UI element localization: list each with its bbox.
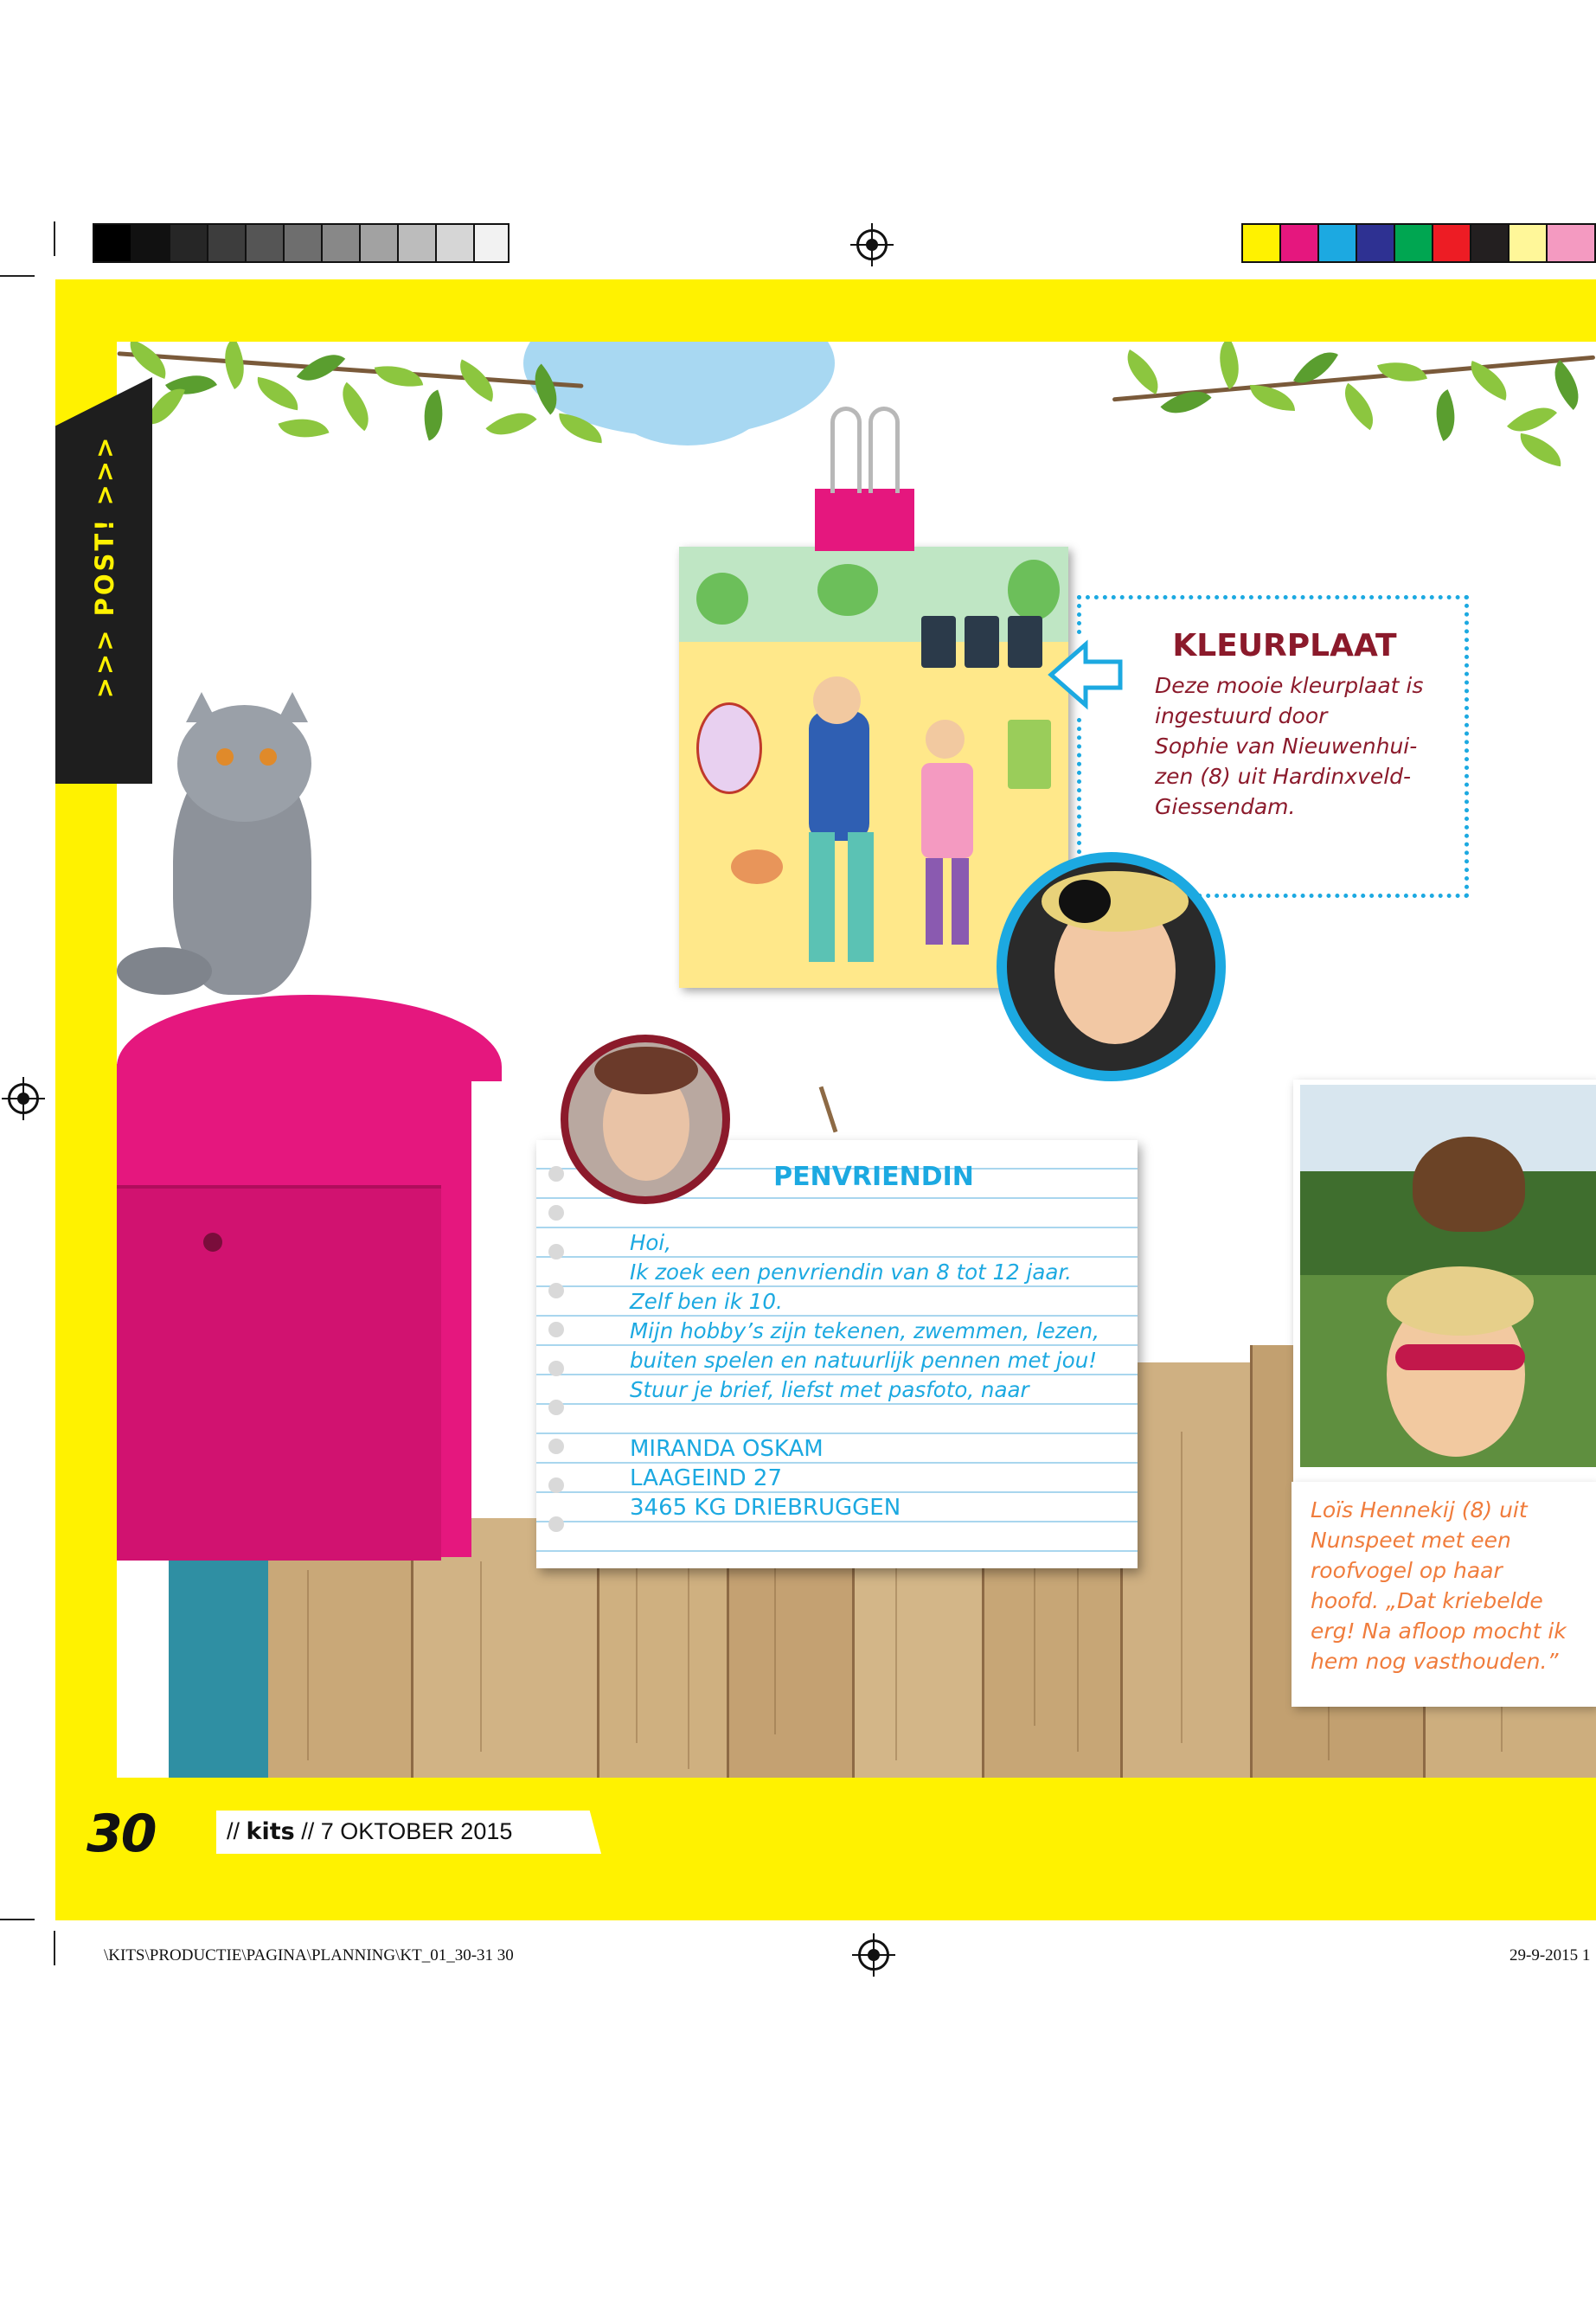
registration-mark-icon <box>8 1083 39 1114</box>
hawk-photo-frame <box>1293 1080 1596 1482</box>
miranda-avatar <box>561 1035 730 1204</box>
registration-mark-icon <box>858 1939 889 1971</box>
message-line: buiten spelen en natuurlijk pennen met jou! <box>630 1348 1098 1373</box>
caption-line: hoofd. „Dat kriebelde <box>1311 1588 1543 1613</box>
address-line: MIRANDA OSKAM <box>630 1436 824 1462</box>
message-line: Zelf ben ik 10. <box>630 1289 783 1314</box>
lock-icon <box>203 1233 222 1252</box>
message-line: Mijn hobby’s zijn tekenen, zwemmen, lezen, <box>630 1318 1099 1343</box>
footer-date: // 7 OKTOBER 2015 <box>301 1818 513 1844</box>
registration-mark-icon <box>856 229 888 260</box>
caption-line: Nunspeet met een <box>1311 1528 1511 1553</box>
page-number: 30 <box>87 1804 156 1864</box>
address-line: 3465 KG DRIEBRUGGEN <box>630 1495 901 1521</box>
caption-line: Sophie van Nieuwenhui- <box>1155 734 1418 759</box>
hawk-photo <box>1300 1085 1596 1467</box>
arrow-left-icon <box>1047 636 1125 714</box>
penvriendin-address <box>630 1434 1114 1522</box>
caption-line: Giessendam. <box>1155 794 1296 819</box>
caption-line: hem nog vasthouden.” <box>1311 1649 1559 1674</box>
dotted-frame <box>1077 595 1086 634</box>
section-side-tab-label: >>> POST! >>> <box>90 434 119 699</box>
crop-mark <box>0 1919 35 1920</box>
caption-line: roofvogel op haar <box>1311 1558 1503 1583</box>
caption-line: Loïs Hennekij (8) uit <box>1311 1497 1528 1522</box>
caption-line: erg! Na afloop mocht ik <box>1311 1618 1567 1644</box>
crop-mark <box>0 275 35 277</box>
caption-line: ingestuurd door <box>1155 703 1328 728</box>
address-line: LAAGEIND 27 <box>630 1465 782 1491</box>
kleurplaat-caption <box>1155 670 1440 822</box>
footer-brand: kits <box>246 1818 295 1845</box>
footer-text <box>227 1818 512 1845</box>
print-slug-path: \KITS\PRODUCTIE\PAGINA\PLANNING\KT_01_30-31 30 <box>104 1946 514 1965</box>
footer-prefix: // <box>227 1818 240 1844</box>
crop-mark <box>54 221 55 256</box>
kleurplaat-title: KLEURPLAAT <box>1172 628 1397 663</box>
print-slug-date: 29-9-2015 1 <box>1509 1946 1591 1965</box>
sophie-avatar <box>997 852 1226 1081</box>
mailbox-post <box>169 1553 268 1778</box>
caption-line: Deze mooie kleurplaat is <box>1155 673 1424 698</box>
message-line: Stuur je brief, liefst met pasfoto, naar <box>630 1377 1029 1402</box>
message-line: Hoi, <box>630 1230 672 1255</box>
message-line: Ik zoek een penvriendin van 8 tot 12 jaar. <box>630 1259 1072 1285</box>
penvriendin-message <box>630 1228 1131 1405</box>
caption-line: zen (8) uit Hardinxveld- <box>1155 764 1412 789</box>
crop-mark <box>54 1931 55 1965</box>
hawk-caption <box>1311 1495 1587 1676</box>
cloud-shape <box>601 342 774 445</box>
penvriendin-title: PENVRIENDIN <box>773 1162 974 1192</box>
